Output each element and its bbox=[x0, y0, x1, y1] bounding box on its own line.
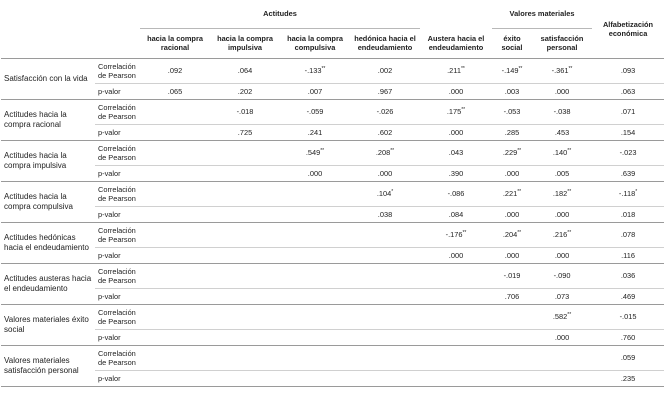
pearson-number: .221 bbox=[502, 189, 518, 198]
pearson-value bbox=[350, 58, 420, 83]
pearson-value bbox=[140, 345, 210, 370]
significance-marker: ** bbox=[390, 148, 395, 154]
pearson-value bbox=[280, 263, 350, 288]
stat-label-pvalue: p-valor bbox=[95, 83, 140, 99]
pearson-number: .549 bbox=[305, 148, 321, 157]
pearson-value bbox=[532, 222, 592, 247]
header-col-satisfaccion-personal: satisfacción personal bbox=[532, 28, 592, 58]
pearson-value bbox=[420, 58, 492, 83]
p-value: .285 bbox=[492, 124, 532, 140]
correlation-table bbox=[1, 0, 664, 387]
table-row bbox=[1, 329, 664, 345]
pearson-number: .582 bbox=[552, 312, 568, 321]
pearson-value bbox=[592, 99, 664, 124]
table-header bbox=[1, 0, 664, 58]
p-value bbox=[280, 329, 350, 345]
pearson-value bbox=[420, 345, 492, 370]
pearson-value bbox=[532, 304, 592, 329]
p-value bbox=[210, 247, 280, 263]
pearson-value bbox=[420, 99, 492, 124]
p-value bbox=[532, 370, 592, 386]
table-row bbox=[1, 58, 664, 83]
pearson-value bbox=[532, 140, 592, 165]
pearson-value bbox=[532, 58, 592, 83]
p-value: .154 bbox=[592, 124, 664, 140]
significance-marker: ** bbox=[567, 148, 572, 154]
pearson-value bbox=[492, 345, 532, 370]
stat-label-pearson: Correlación de Pearson bbox=[95, 222, 140, 247]
p-value bbox=[140, 288, 210, 304]
significance-marker: ** bbox=[320, 148, 325, 154]
pearson-number: .211 bbox=[447, 66, 461, 75]
table-row bbox=[1, 222, 664, 247]
pearson-number: .071 bbox=[620, 107, 636, 116]
stat-label-pearson: Correlación de Pearson bbox=[95, 58, 140, 83]
stat-label-pvalue: p-valor bbox=[95, 370, 140, 386]
pearson-value bbox=[140, 181, 210, 206]
p-value: .018 bbox=[592, 206, 664, 222]
header-empty bbox=[1, 0, 95, 28]
table-row bbox=[1, 304, 664, 329]
pearson-number: .216 bbox=[552, 230, 568, 239]
pearson-value bbox=[532, 99, 592, 124]
significance-marker: ** bbox=[567, 230, 572, 236]
stat-label-pvalue: p-valor bbox=[95, 165, 140, 181]
stat-label-pearson: Correlación de Pearson bbox=[95, 99, 140, 124]
p-value bbox=[140, 206, 210, 222]
pearson-value bbox=[420, 304, 492, 329]
p-value: .000 bbox=[420, 83, 492, 99]
pearson-number: .204 bbox=[502, 230, 518, 239]
p-value bbox=[140, 329, 210, 345]
pearson-value bbox=[210, 263, 280, 288]
p-value: .000 bbox=[532, 247, 592, 263]
header-col-exito-social: éxito social bbox=[492, 28, 532, 58]
p-value bbox=[280, 370, 350, 386]
pearson-value bbox=[280, 222, 350, 247]
table-row bbox=[1, 247, 664, 263]
table-row bbox=[1, 206, 664, 222]
stat-label-pearson: Correlación de Pearson bbox=[95, 345, 140, 370]
pearson-value bbox=[350, 140, 420, 165]
pearson-value bbox=[350, 304, 420, 329]
pearson-number: .182 bbox=[552, 189, 568, 198]
significance-marker: ** bbox=[461, 107, 466, 113]
pearson-value bbox=[492, 99, 532, 124]
pearson-number: .229 bbox=[502, 148, 518, 157]
header-alfabetizacion: Alfabetización económica bbox=[592, 0, 664, 58]
pearson-number: .036 bbox=[620, 271, 636, 280]
p-value: .000 bbox=[420, 247, 492, 263]
p-value: .241 bbox=[280, 124, 350, 140]
pearson-value bbox=[350, 181, 420, 206]
p-value: .065 bbox=[140, 83, 210, 99]
pearson-number: -.118 bbox=[618, 189, 636, 198]
stat-label-pvalue: p-valor bbox=[95, 124, 140, 140]
pearson-number: -.015 bbox=[619, 312, 637, 321]
p-value bbox=[140, 247, 210, 263]
p-value: .967 bbox=[350, 83, 420, 99]
significance-marker: ** bbox=[518, 66, 523, 72]
pearson-value bbox=[532, 345, 592, 370]
p-value: .084 bbox=[420, 206, 492, 222]
pearson-value bbox=[210, 222, 280, 247]
p-value bbox=[492, 329, 532, 345]
p-value bbox=[210, 165, 280, 181]
significance-marker: ** bbox=[567, 189, 572, 195]
row-label: Actitudes hacia la compra racional bbox=[1, 99, 95, 140]
p-value bbox=[140, 124, 210, 140]
p-value bbox=[280, 206, 350, 222]
p-value: .000 bbox=[492, 206, 532, 222]
pearson-number: .043 bbox=[448, 148, 464, 157]
p-value: .003 bbox=[492, 83, 532, 99]
pearson-value bbox=[492, 181, 532, 206]
pearson-value bbox=[140, 304, 210, 329]
table-body bbox=[1, 58, 664, 386]
p-value bbox=[140, 370, 210, 386]
pearson-value bbox=[492, 263, 532, 288]
pearson-number: .064 bbox=[237, 66, 253, 75]
pearson-number: .104 bbox=[376, 189, 392, 198]
table-row bbox=[1, 345, 664, 370]
pearson-number: -.018 bbox=[236, 107, 254, 116]
stat-label-pearson: Correlación de Pearson bbox=[95, 181, 140, 206]
pearson-value bbox=[280, 345, 350, 370]
p-value: .706 bbox=[492, 288, 532, 304]
row-label: Valores materiales satisfacción personal bbox=[1, 345, 95, 386]
pearson-number: -.038 bbox=[553, 107, 571, 116]
pearson-value bbox=[532, 181, 592, 206]
p-value bbox=[210, 288, 280, 304]
pearson-value bbox=[280, 99, 350, 124]
pearson-number: -.053 bbox=[503, 107, 521, 116]
pearson-number: .078 bbox=[620, 230, 636, 239]
p-value: .453 bbox=[532, 124, 592, 140]
p-value bbox=[350, 247, 420, 263]
p-value bbox=[420, 329, 492, 345]
table-row bbox=[1, 165, 664, 181]
pearson-value bbox=[140, 99, 210, 124]
table-row bbox=[1, 370, 664, 386]
p-value: .000 bbox=[532, 329, 592, 345]
p-value bbox=[350, 288, 420, 304]
significance-marker: ** bbox=[517, 230, 522, 236]
pearson-number: -.133 bbox=[304, 66, 322, 75]
table-row bbox=[1, 263, 664, 288]
p-value: .235 bbox=[592, 370, 664, 386]
header-empty bbox=[1, 28, 95, 58]
header-empty bbox=[95, 28, 140, 58]
pearson-value bbox=[280, 58, 350, 83]
p-value: .000 bbox=[492, 165, 532, 181]
p-value bbox=[420, 370, 492, 386]
significance-marker: * bbox=[391, 189, 394, 195]
p-value: .390 bbox=[420, 165, 492, 181]
pearson-number: -.361 bbox=[551, 66, 569, 75]
pearson-value bbox=[592, 140, 664, 165]
p-value: .000 bbox=[532, 83, 592, 99]
row-label: Actitudes hacia la compra compulsiva bbox=[1, 181, 95, 222]
pearson-value bbox=[592, 345, 664, 370]
header-col-compra-compulsiva: hacia la compra compulsiva bbox=[280, 28, 350, 58]
row-label: Valores materiales éxito social bbox=[1, 304, 95, 345]
pearson-value bbox=[210, 345, 280, 370]
pearson-number: .140 bbox=[552, 148, 568, 157]
p-value: .469 bbox=[592, 288, 664, 304]
pearson-value bbox=[420, 140, 492, 165]
table-row bbox=[1, 124, 664, 140]
pearson-value bbox=[492, 58, 532, 83]
pearson-number: -.090 bbox=[553, 271, 571, 280]
pearson-number: .093 bbox=[620, 66, 636, 75]
significance-marker: * bbox=[635, 189, 638, 195]
p-value bbox=[210, 329, 280, 345]
pearson-number: -.176 bbox=[445, 230, 463, 239]
pearson-number: -.023 bbox=[619, 148, 637, 157]
table-row bbox=[1, 181, 664, 206]
pearson-value bbox=[492, 222, 532, 247]
pearson-value bbox=[140, 222, 210, 247]
header-col-austera: Austera hacia el endeudamiento bbox=[420, 28, 492, 58]
significance-marker: ** bbox=[517, 189, 522, 195]
pearson-value bbox=[350, 263, 420, 288]
significance-marker: ** bbox=[567, 312, 572, 318]
pearson-value bbox=[420, 181, 492, 206]
header-empty bbox=[420, 0, 492, 28]
p-value: .116 bbox=[592, 247, 664, 263]
pearson-number: .092 bbox=[167, 66, 183, 75]
header-col-compra-racional: hacia la compra racional bbox=[140, 28, 210, 58]
pearson-value bbox=[280, 304, 350, 329]
header-group-actitudes: Actitudes bbox=[140, 0, 420, 28]
pearson-number: -.086 bbox=[447, 189, 465, 198]
pearson-value bbox=[532, 263, 592, 288]
p-value: .602 bbox=[350, 124, 420, 140]
pearson-value bbox=[592, 263, 664, 288]
significance-marker: ** bbox=[517, 148, 522, 154]
p-value: .063 bbox=[592, 83, 664, 99]
p-value bbox=[210, 370, 280, 386]
pearson-value bbox=[592, 181, 664, 206]
pearson-value bbox=[280, 181, 350, 206]
pearson-number: .175 bbox=[446, 107, 462, 116]
p-value: .725 bbox=[210, 124, 280, 140]
pearson-value bbox=[210, 58, 280, 83]
row-label: Actitudes austeras hacia el endeudamiento bbox=[1, 263, 95, 304]
significance-marker: ** bbox=[462, 230, 467, 236]
pearson-value bbox=[350, 345, 420, 370]
p-value: .639 bbox=[592, 165, 664, 181]
p-value bbox=[420, 288, 492, 304]
stat-label-pearson: Correlación de Pearson bbox=[95, 140, 140, 165]
p-value: .000 bbox=[420, 124, 492, 140]
p-value: .760 bbox=[592, 329, 664, 345]
p-value: .005 bbox=[532, 165, 592, 181]
row-label: Satisfacción con la vida bbox=[1, 58, 95, 99]
p-value: .202 bbox=[210, 83, 280, 99]
p-value bbox=[350, 329, 420, 345]
pearson-number: -.149 bbox=[501, 66, 519, 75]
significance-marker: ** bbox=[321, 66, 326, 72]
p-value: .000 bbox=[280, 165, 350, 181]
pearson-value bbox=[420, 222, 492, 247]
pearson-value bbox=[210, 304, 280, 329]
pearson-value bbox=[350, 99, 420, 124]
pearson-value bbox=[210, 181, 280, 206]
pearson-value bbox=[592, 222, 664, 247]
pearson-value bbox=[592, 304, 664, 329]
pearson-value bbox=[140, 58, 210, 83]
stat-label-pvalue: p-valor bbox=[95, 206, 140, 222]
table-row bbox=[1, 83, 664, 99]
pearson-value bbox=[420, 263, 492, 288]
p-value bbox=[492, 370, 532, 386]
p-value bbox=[350, 370, 420, 386]
stat-label-pvalue: p-valor bbox=[95, 247, 140, 263]
p-value bbox=[280, 288, 350, 304]
pearson-value bbox=[592, 58, 664, 83]
pearson-value bbox=[492, 140, 532, 165]
table-row bbox=[1, 99, 664, 124]
pearson-number: -.019 bbox=[503, 271, 521, 280]
header-group-valores: Valores materiales bbox=[492, 0, 592, 28]
row-label: Actitudes hacia la compra impulsiva bbox=[1, 140, 95, 181]
stat-label-pvalue: p-valor bbox=[95, 288, 140, 304]
significance-marker: ** bbox=[568, 66, 573, 72]
pearson-value bbox=[492, 304, 532, 329]
p-value: .038 bbox=[350, 206, 420, 222]
p-value bbox=[140, 165, 210, 181]
stat-label-pearson: Correlación de Pearson bbox=[95, 304, 140, 329]
header-col-compra-impulsiva: hacia la compra impulsiva bbox=[210, 28, 280, 58]
p-value bbox=[280, 247, 350, 263]
p-value: .073 bbox=[532, 288, 592, 304]
pearson-number: .002 bbox=[377, 66, 393, 75]
stat-label-pvalue: p-valor bbox=[95, 329, 140, 345]
pearson-value bbox=[140, 263, 210, 288]
significance-marker: ** bbox=[460, 66, 465, 72]
pearson-value bbox=[280, 140, 350, 165]
table-row bbox=[1, 288, 664, 304]
stat-label-pearson: Correlación de Pearson bbox=[95, 263, 140, 288]
row-label: Actitudes hedónicas hacia el endeudamiento bbox=[1, 222, 95, 263]
pearson-value bbox=[210, 140, 280, 165]
p-value: .007 bbox=[280, 83, 350, 99]
pearson-value bbox=[350, 222, 420, 247]
p-value: .000 bbox=[350, 165, 420, 181]
pearson-number: -.026 bbox=[376, 107, 394, 116]
pearson-number: .208 bbox=[375, 148, 391, 157]
p-value: .000 bbox=[532, 206, 592, 222]
p-value: .000 bbox=[492, 247, 532, 263]
pearson-value bbox=[140, 140, 210, 165]
pearson-number: -.059 bbox=[306, 107, 324, 116]
p-value bbox=[210, 206, 280, 222]
table-row bbox=[1, 140, 664, 165]
header-col-hedonica: hedónica hacia el endeudamiento bbox=[350, 28, 420, 58]
header-empty bbox=[95, 0, 140, 28]
pearson-number: .059 bbox=[620, 353, 636, 362]
pearson-value bbox=[210, 99, 280, 124]
